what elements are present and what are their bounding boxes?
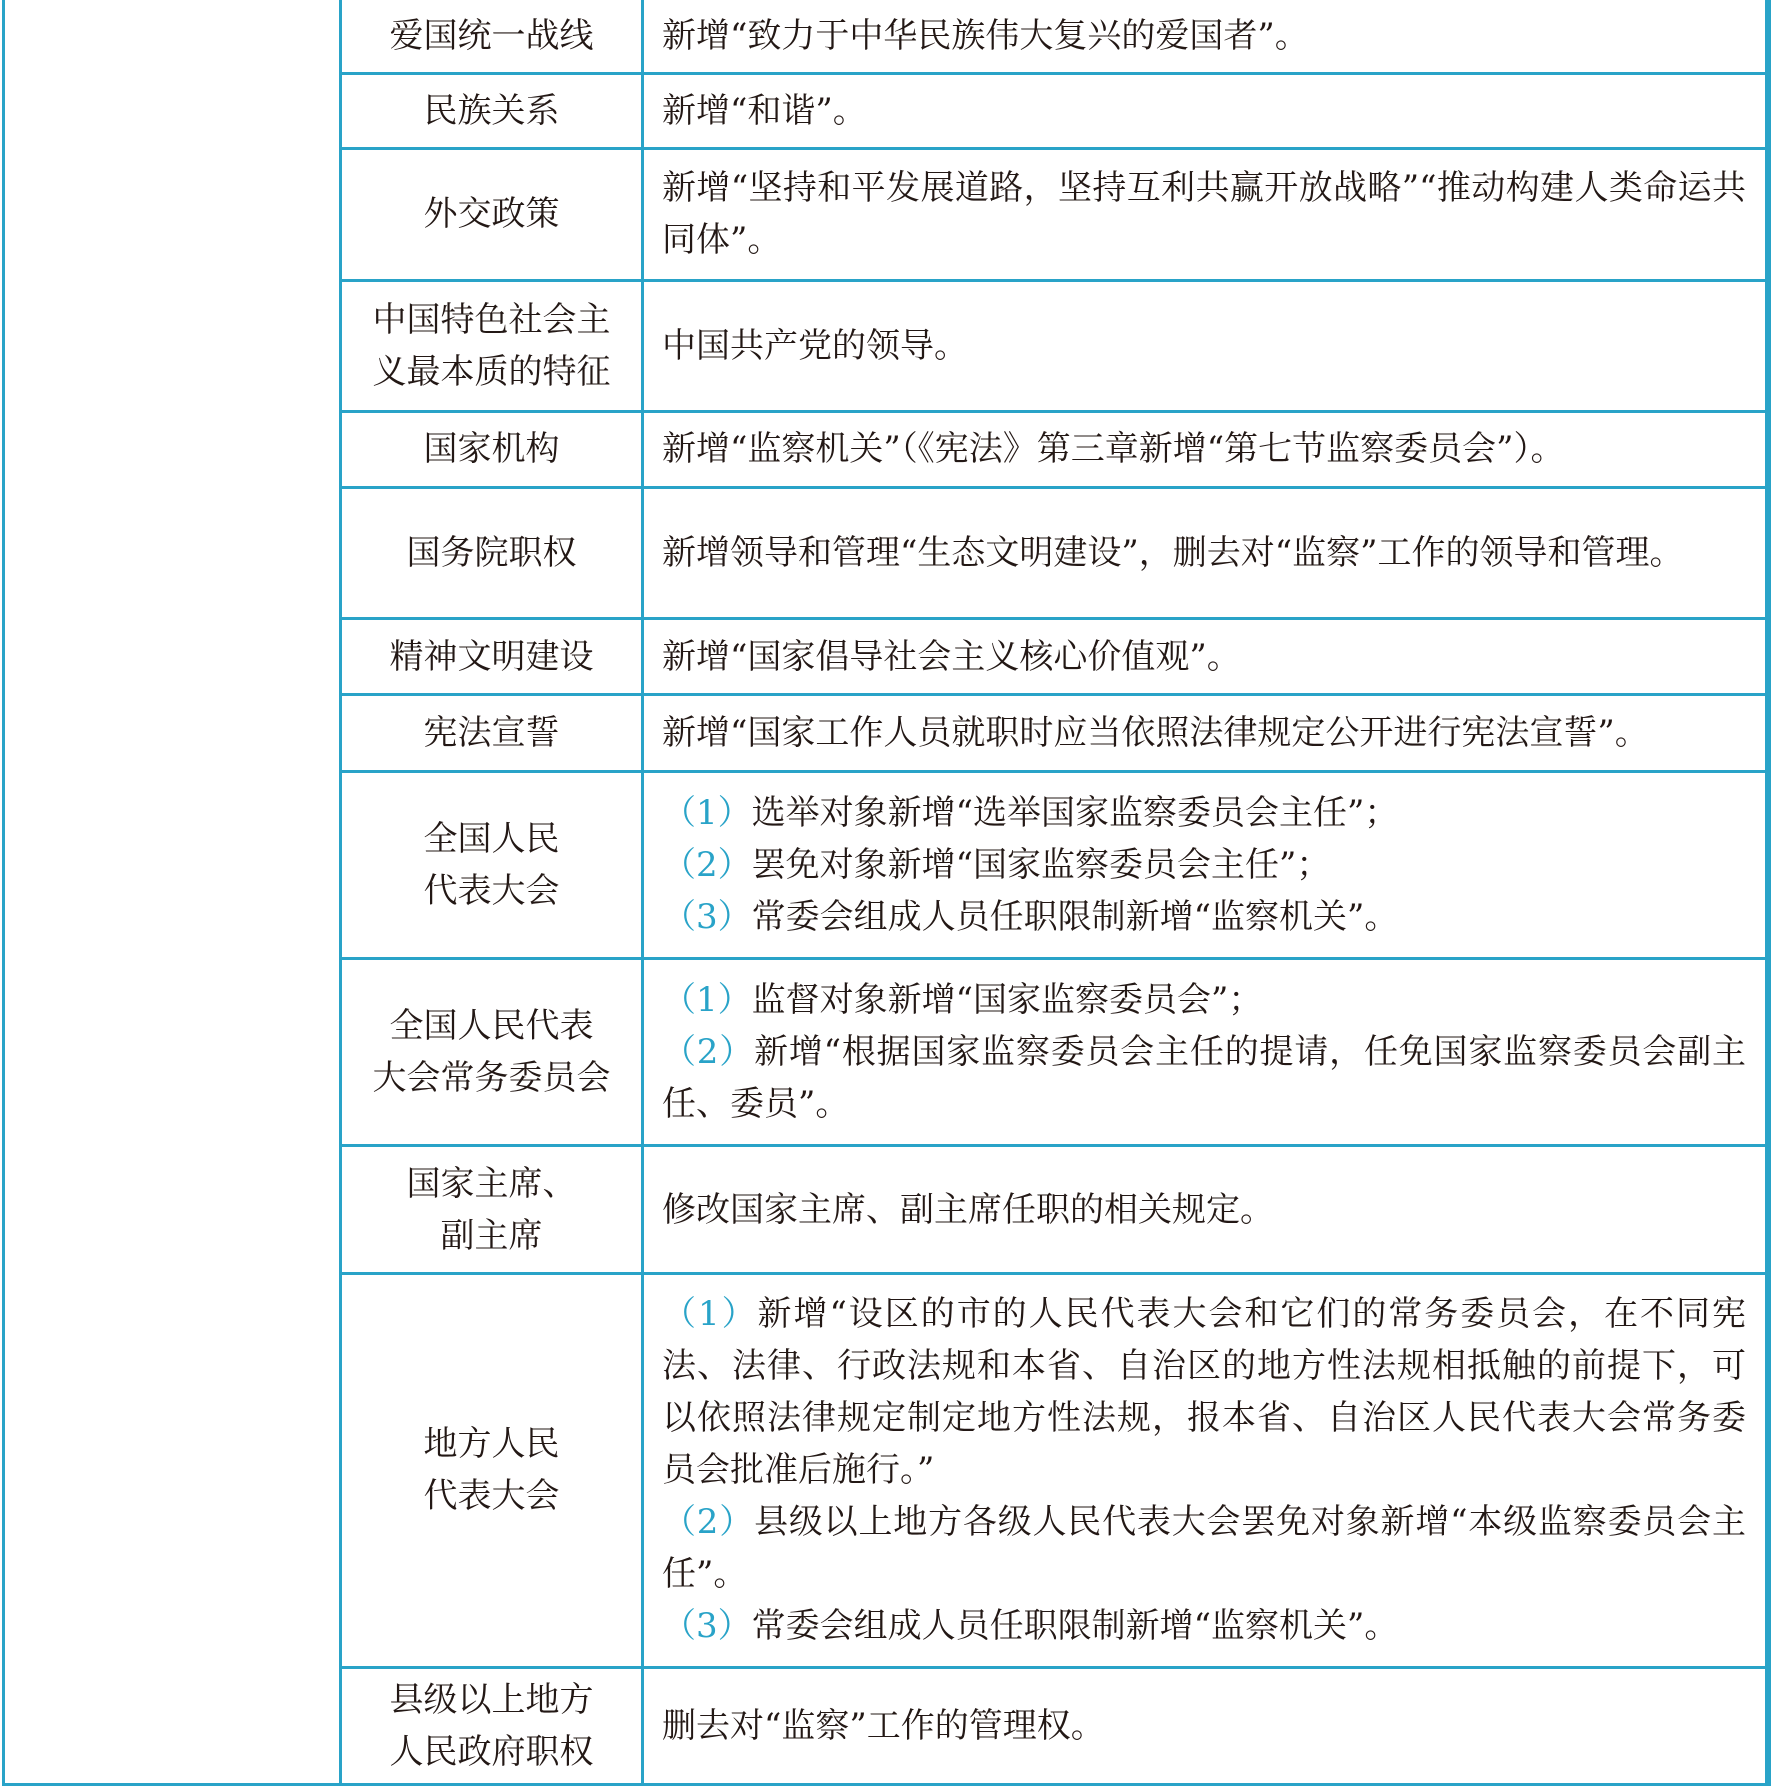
item-text: 常委会组成人员任职限制新增“监察机关”。	[751, 896, 1399, 937]
content-item	[662, 162, 1746, 266]
topic-text: 爱国统一战线	[389, 16, 594, 57]
topic-cell	[341, 1146, 643, 1273]
content-cell	[643, 959, 1770, 1146]
item-text: 中国共产党的领导。	[662, 325, 968, 366]
topic-text: 代表大会	[423, 870, 560, 911]
topic-text: 地方人民	[423, 1424, 560, 1465]
topic-cell	[341, 619, 643, 695]
topic-cell	[341, 695, 643, 771]
topic-text: 外交政策	[423, 194, 560, 235]
content-item	[662, 891, 1746, 943]
topic-text: 全国人民代表	[389, 1006, 594, 1047]
content-item	[662, 1026, 1746, 1130]
item-number: （2）	[662, 1502, 755, 1543]
table-row	[341, 280, 1770, 411]
topic-text: 国家机构	[423, 429, 560, 470]
item-text: 监督对象新增“国家监察委员会”；	[751, 980, 1263, 1021]
topic-cell	[341, 411, 643, 487]
item-text: 新增“致力于中华民族伟大复兴的爱国者”。	[662, 16, 1309, 57]
content-cell	[643, 1667, 1770, 1784]
topic-cell	[341, 74, 643, 149]
content-cell	[643, 695, 1770, 771]
topic-text: 国务院职权	[406, 533, 577, 574]
item-text: 新增“坚持和平发展道路，坚持互利共赢开放战略”“推动构建人类命运共同体”。	[662, 168, 1746, 261]
item-text: 罢免对象新增“国家监察委员会主任”；	[751, 844, 1331, 885]
content-item	[662, 1288, 1746, 1496]
content-cell	[643, 411, 1770, 487]
topic-cell	[341, 280, 643, 411]
item-number: （1）	[662, 1294, 758, 1335]
topic-text: 国家主席、	[406, 1163, 577, 1204]
topic-cell	[341, 771, 643, 958]
topic-cell	[341, 1667, 643, 1784]
topic-cell	[341, 1273, 643, 1667]
content-item	[662, 839, 1746, 891]
topic-cell	[341, 149, 643, 280]
content-item	[662, 527, 1746, 579]
content-cell	[643, 488, 1770, 619]
item-text: 新增“根据国家监察委员会主任的提请，任免国家监察委员会副主任、委员”。	[662, 1032, 1746, 1125]
topic-text: 副主席	[440, 1215, 543, 1256]
content-cell	[643, 149, 1770, 280]
content-cell	[643, 619, 1770, 695]
topic-text: 代表大会	[423, 1476, 560, 1517]
topic-text: 宪法宣誓	[423, 713, 560, 754]
content-item	[662, 707, 1746, 759]
table-row	[341, 74, 1770, 149]
table-row	[341, 488, 1770, 619]
table-row	[341, 411, 1770, 487]
table-row	[341, 959, 1770, 1146]
item-number: （3）	[662, 1606, 752, 1647]
item-text: 新增“国家倡导社会主义核心价值观”。	[662, 636, 1241, 677]
content-item	[662, 1700, 1746, 1752]
topic-text: 义最本质的特征	[372, 351, 611, 392]
content-cell	[643, 0, 1770, 74]
content-cell	[643, 1146, 1770, 1273]
table-row	[341, 149, 1770, 280]
content-cell	[643, 74, 1770, 149]
topic-text: 中国特色社会主	[372, 299, 611, 340]
topic-cell	[341, 0, 643, 74]
content-item	[662, 423, 1746, 475]
topic-text: 人民政府职权	[389, 1731, 594, 1772]
content-item	[662, 1184, 1746, 1236]
item-text: 删去对“监察”工作的管理权。	[662, 1705, 1105, 1746]
topic-text: 民族关系	[423, 91, 560, 132]
topic-text: 全国人民	[423, 818, 560, 859]
table-row	[341, 619, 1770, 695]
table-body	[341, 0, 1770, 1785]
item-text: 新增“和谐”。	[662, 91, 867, 132]
item-text: 新增领导和管理“生态文明建设”，删去对“监察”工作的领导和管理。	[662, 533, 1684, 574]
item-text: 县级以上地方各级人民代表大会罢免对象新增“本级监察委员会主任”。	[662, 1502, 1746, 1595]
table-row	[341, 1273, 1770, 1667]
item-number: （1）	[662, 792, 752, 833]
table-row	[341, 0, 1770, 74]
topic-text: 精神文明建设	[389, 636, 594, 677]
content-item	[662, 631, 1746, 683]
table-row	[341, 695, 1770, 771]
content-cell	[643, 280, 1770, 411]
topic-text: 县级以上地方	[389, 1679, 594, 1720]
content-cell	[643, 771, 1770, 958]
content-cell	[643, 1273, 1770, 1667]
item-text: 新增“设区的市的人民代表大会和它们的常务委员会，在不同宪法、法律、行政法规和本省、自治区的地方性法规相抵触的前提下，可以依照法律规定制定地方性法规，报本省、自治区人民代表大会常务委员会批准后施行。”	[662, 1294, 1746, 1491]
content-item	[662, 787, 1746, 839]
content-item	[662, 1600, 1746, 1652]
table-row	[341, 771, 1770, 958]
item-text: 常委会组成人员任职限制新增“监察机关”。	[751, 1606, 1399, 1647]
item-number: （3）	[662, 896, 752, 937]
item-number: （1）	[662, 980, 752, 1021]
topic-cell	[341, 488, 643, 619]
constitution-amendment-table	[339, 0, 1771, 1786]
item-text: 选举对象新增“选举国家监察委员会主任”；	[751, 792, 1399, 833]
content-item	[662, 85, 1746, 137]
item-text: 新增“监察机关”（《宪法》第三章新增“第七节监察委员会”）。	[662, 429, 1565, 470]
content-item	[662, 1496, 1746, 1600]
content-item	[662, 974, 1746, 1026]
item-number: （2）	[662, 1032, 755, 1073]
item-number: （2）	[662, 844, 752, 885]
table-row	[341, 1146, 1770, 1273]
content-item	[662, 320, 1746, 372]
topic-cell	[341, 959, 643, 1146]
table-row	[341, 1667, 1770, 1784]
topic-text: 大会常务委员会	[372, 1058, 611, 1099]
content-item	[662, 10, 1746, 62]
item-text: 修改国家主席、副主席任职的相关规定。	[662, 1189, 1274, 1230]
item-text: 新增“国家工作人员就职时应当依照法律规定公开进行宪法宣誓”。	[662, 713, 1649, 754]
